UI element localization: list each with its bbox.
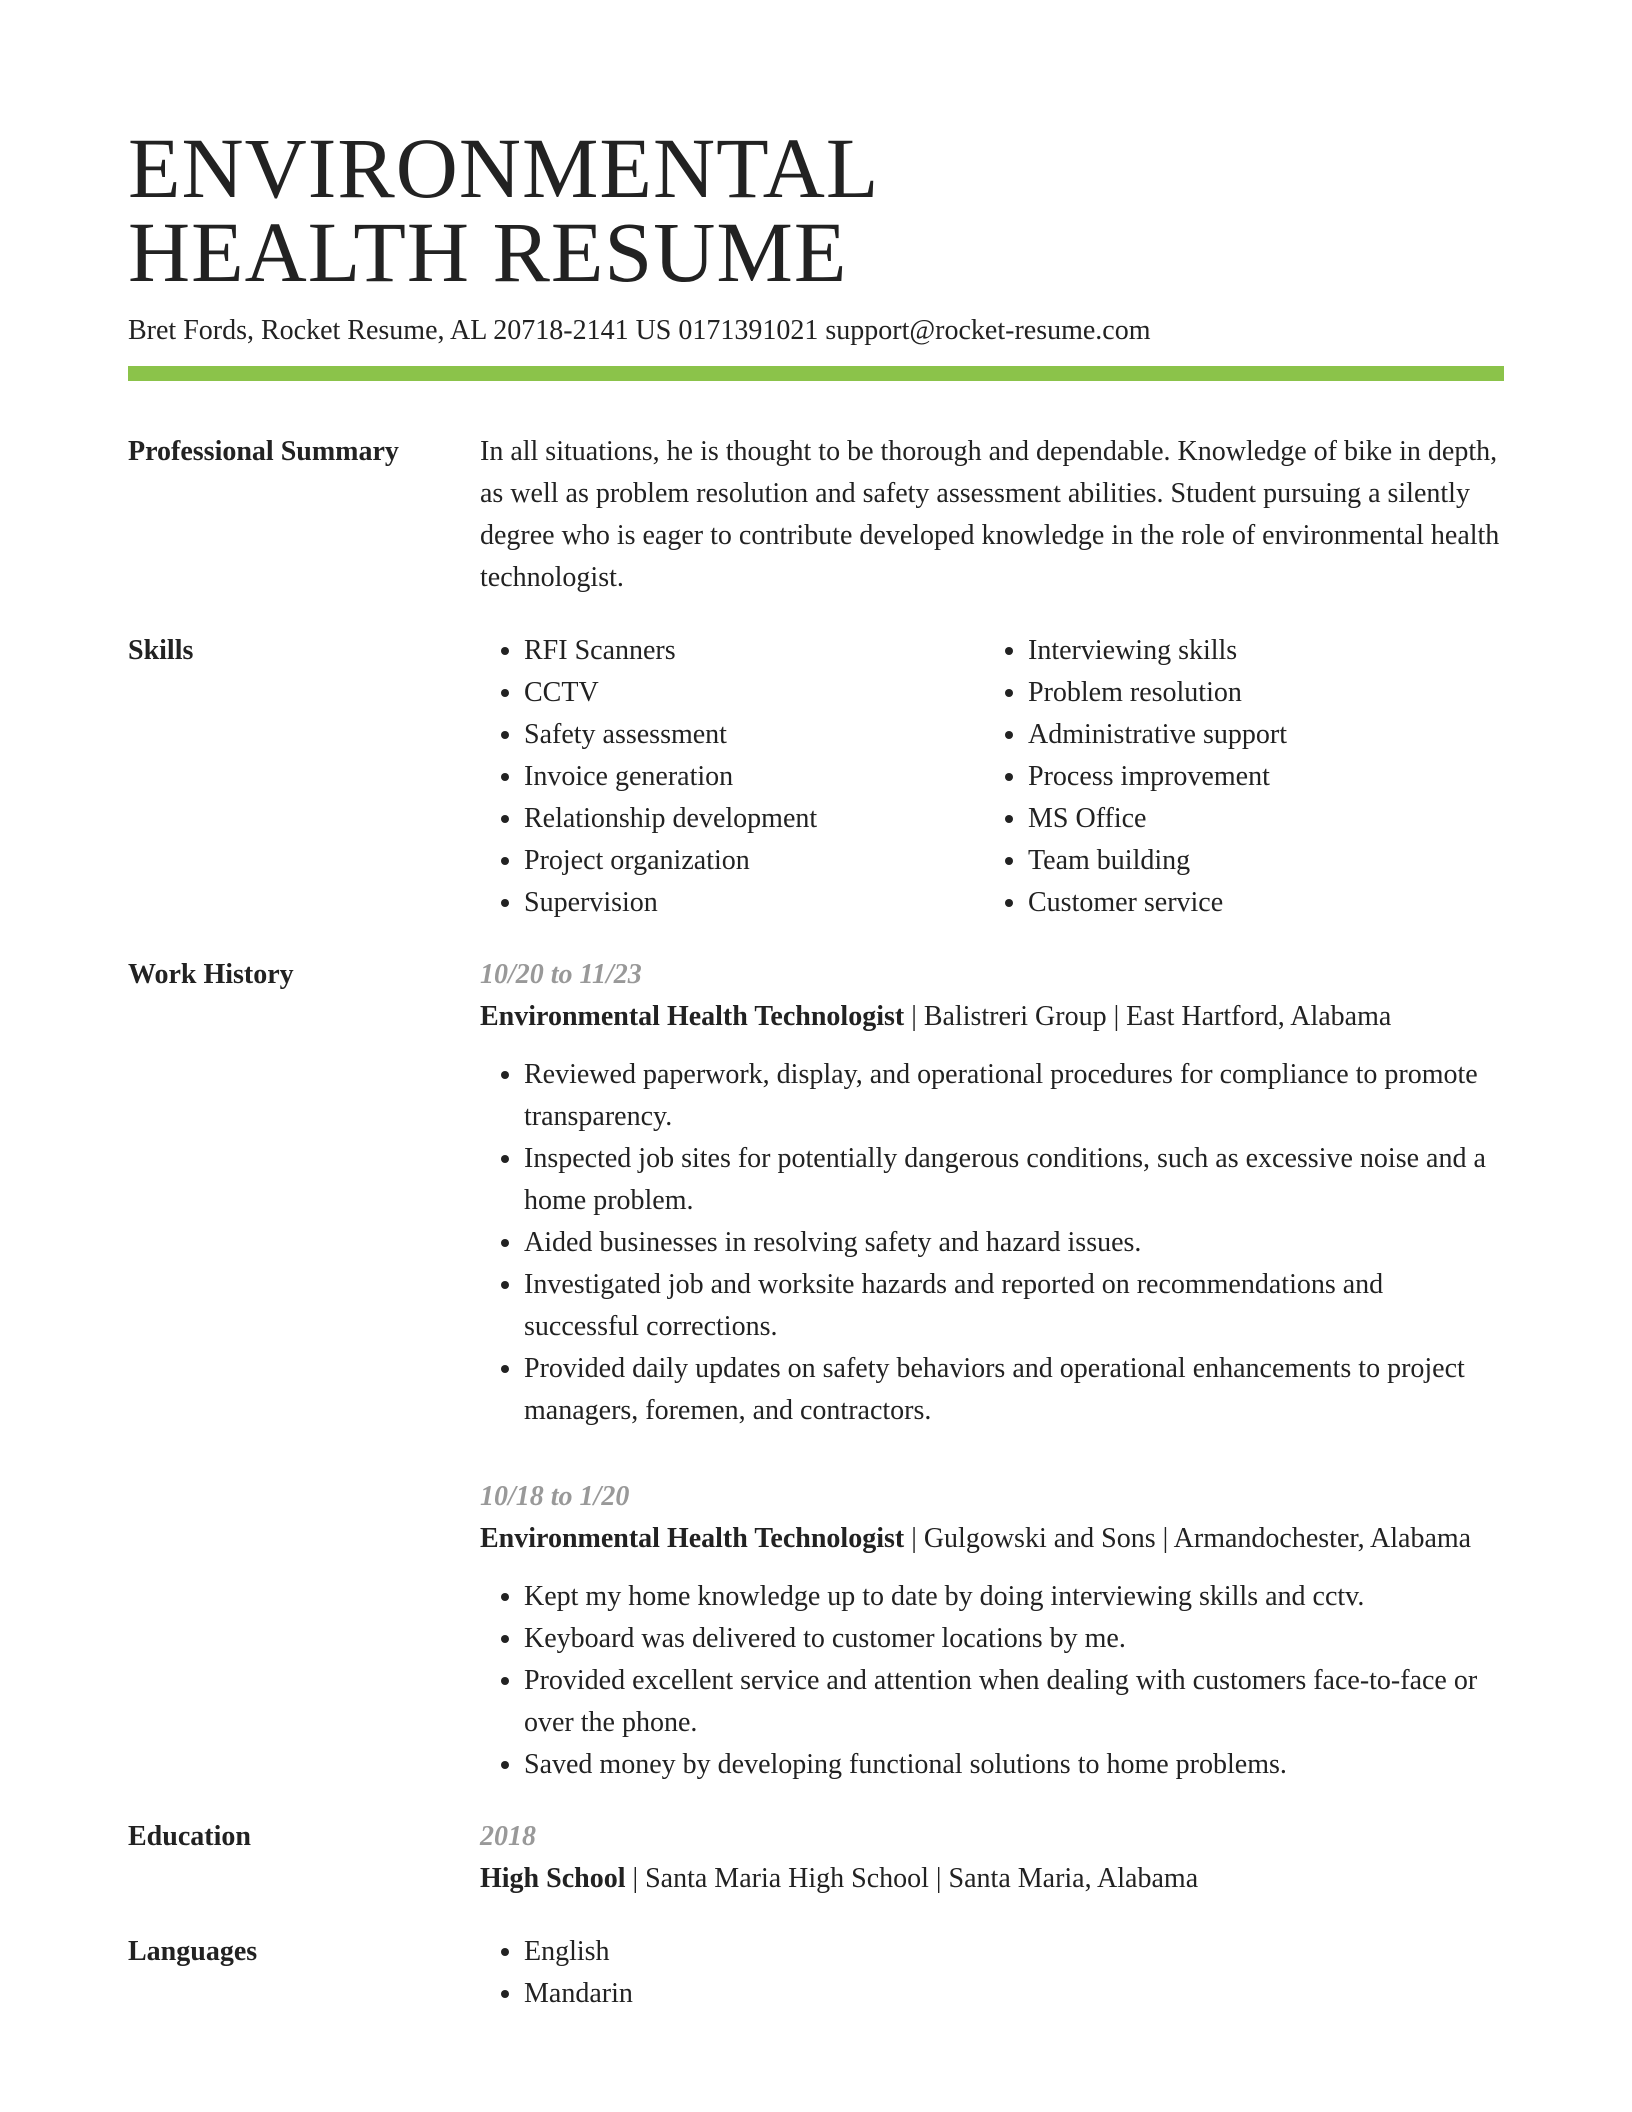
skill-item: • Customer service xyxy=(1028,882,1488,924)
skill-item: • Supervision xyxy=(524,882,984,924)
language-item: • English xyxy=(524,1931,1504,1973)
skill-item: • RFI Scanners xyxy=(524,630,984,672)
skills-list-2 xyxy=(984,630,1488,924)
skill-item: • Process improvement xyxy=(1028,756,1488,798)
professional-summary-text: In all situations, he is thought to be thorough and dependable. Knowledge of bike in depth, as well as problem resolution and safety assessment abilities. Student pursuing a silently degree who is eager to contribute developed knowledge in the role of environmental health technologist. xyxy=(480,436,1500,593)
work-history-section xyxy=(128,954,1504,1786)
contact-info: Bret Fords, Rocket Resume, AL 20718-2141 US 0171391021 support@rocket-resume.com xyxy=(128,315,1151,346)
job-bullet: • Aided businesses in resolving safety and hazard issues. xyxy=(524,1222,1504,1264)
job-bullet: • Provided excellent service and attention when dealing with customers face-to-face or over the phone. xyxy=(524,1660,1504,1744)
education-section xyxy=(128,1816,1504,1900)
resume-page xyxy=(128,120,1504,2015)
language-item: • Mandarin xyxy=(524,1973,1504,2015)
education-school-location: | Santa Maria High School | Santa Maria, Alabama xyxy=(625,1863,1199,1894)
job-bullet: • Keyboard was delivered to customer locations by me. xyxy=(524,1618,1504,1660)
job-heading xyxy=(480,996,1504,1038)
work-history-body xyxy=(480,954,1504,1786)
skills-list-1 xyxy=(480,630,984,924)
education-date: 2018 xyxy=(480,1821,536,1852)
education-degree: High School xyxy=(480,1863,626,1894)
education-heading xyxy=(480,1858,1504,1900)
languages-body xyxy=(480,1931,1504,2015)
resume-title-line-1: ENVIRONMENTAL xyxy=(128,120,880,216)
accent-divider xyxy=(128,366,1504,381)
job-entry xyxy=(480,1476,1504,1786)
section-label-work-history: Work History xyxy=(128,959,294,990)
job-bullet-list xyxy=(480,1054,1504,1432)
skill-item: • Safety assessment xyxy=(524,714,984,756)
job-bullet: • Inspected job sites for potentially dangerous conditions, such as excessive noise and a home problem. xyxy=(524,1138,1504,1222)
job-heading xyxy=(480,1518,1504,1560)
skills-column-2 xyxy=(984,630,1488,924)
job-bullet: • Saved money by developing functional solutions to home problems. xyxy=(524,1744,1504,1786)
job-bullet: • Provided daily updates on safety behaviors and operational enhancements to project managers, foremen, and contractors. xyxy=(524,1348,1504,1432)
section-label-languages: Languages xyxy=(128,1936,258,1967)
job-title: Environmental Health Technologist xyxy=(480,1523,905,1554)
skills-columns xyxy=(480,630,1504,924)
skill-item: • Relationship development xyxy=(524,798,984,840)
job-employer-location: | Balistreri Group | East Hartford, Alabama xyxy=(904,1001,1392,1032)
skill-item: • Administrative support xyxy=(1028,714,1488,756)
education-body xyxy=(480,1816,1504,1900)
skill-item: • MS Office xyxy=(1028,798,1488,840)
job-dates: 10/20 to 11/23 xyxy=(480,959,642,990)
skill-item: • Problem resolution xyxy=(1028,672,1488,714)
job-bullet: • Kept my home knowledge up to date by doing interviewing skills and cctv. xyxy=(524,1576,1504,1618)
skills-section xyxy=(128,630,1504,924)
languages-section xyxy=(128,1931,1504,2015)
job-employer-location: | Gulgowski and Sons | Armandochester, Alabama xyxy=(904,1523,1472,1554)
section-label-education: Education xyxy=(128,1821,251,1852)
section-label-professional-summary: Professional Summary xyxy=(128,436,399,467)
job-bullet: • Reviewed paperwork, display, and operational procedures for compliance to promote transparency. xyxy=(524,1054,1504,1138)
resume-title xyxy=(128,120,1504,300)
job-title: Environmental Health Technologist xyxy=(480,1001,905,1032)
skill-item: • CCTV xyxy=(524,672,984,714)
section-label-skills: Skills xyxy=(128,635,194,666)
skills-column-1 xyxy=(480,630,984,924)
skill-item: • Interviewing skills xyxy=(1028,630,1488,672)
skill-item: • Team building xyxy=(1028,840,1488,882)
resume-title-line-2: HEALTH RESUME xyxy=(128,204,848,300)
professional-summary-section xyxy=(128,431,1504,599)
languages-list xyxy=(480,1931,1504,2015)
job-bullet: • Investigated job and worksite hazards and reported on recommendations and successful corrections. xyxy=(524,1264,1504,1348)
skill-item: • Project organization xyxy=(524,840,984,882)
job-entry xyxy=(480,954,1504,1432)
job-bullet-list xyxy=(480,1576,1504,1786)
job-dates: 10/18 to 1/20 xyxy=(480,1481,630,1512)
skill-item: • Invoice generation xyxy=(524,756,984,798)
